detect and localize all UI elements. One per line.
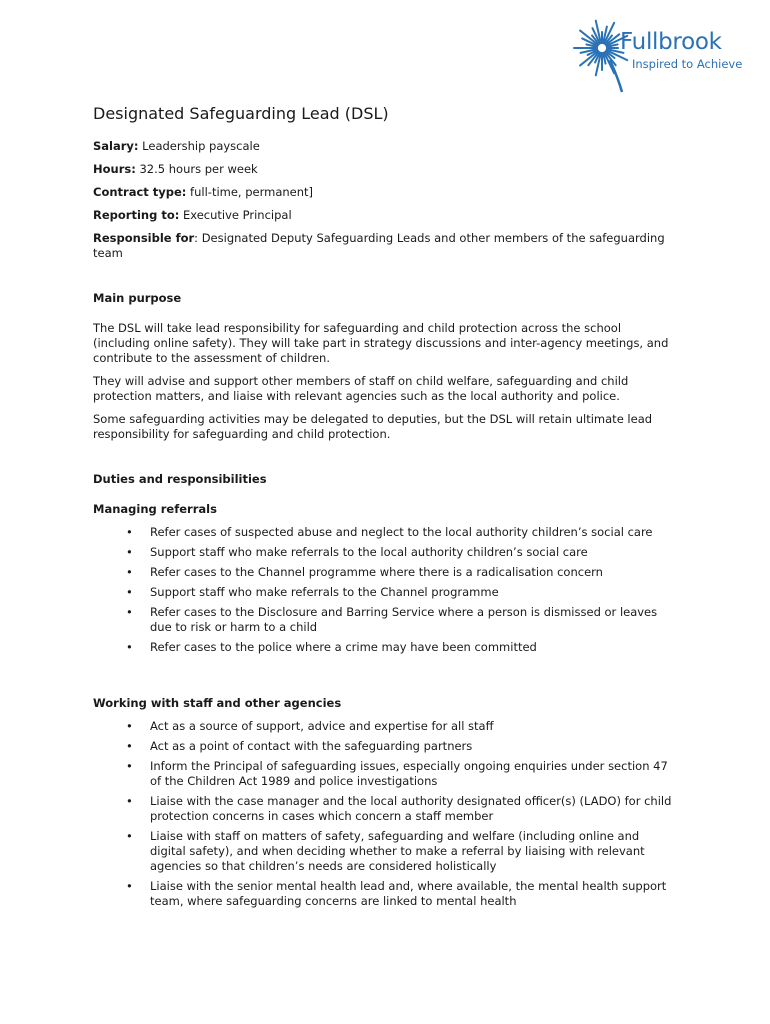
field-value: Executive Principal bbox=[179, 208, 292, 222]
list-item: • Refer cases to the Disclosure and Barring Service where a person is dismissed or leaves due to risk or harm to a child bbox=[93, 605, 673, 635]
list-item: • Refer cases to the police where a crime may have been committed bbox=[93, 640, 673, 655]
field-value: full-time, permanent] bbox=[186, 185, 314, 199]
hours-field bbox=[93, 162, 673, 177]
agencies-list bbox=[93, 719, 673, 909]
reporting-to-field bbox=[93, 208, 673, 223]
list-item: • Act as a source of support, advice and expertise for all staff bbox=[93, 719, 673, 734]
field-label: Responsible for bbox=[93, 231, 195, 245]
main-purpose-heading: Main purpose bbox=[93, 291, 182, 305]
field-value: Leadership payscale bbox=[138, 139, 260, 153]
field-value: 32.5 hours per week bbox=[135, 162, 258, 176]
field-label: Contract type: bbox=[93, 185, 187, 199]
document-title: Designated Safeguarding Lead (DSL) bbox=[93, 104, 389, 123]
starburst-logo-icon bbox=[564, 16, 634, 96]
referrals-list bbox=[93, 525, 673, 655]
list-item: • Liaise with staff on matters of safety, safeguarding and welfare (including online and digital safety), and when deciding whether to make a referral by liaising with relevant agencies so that children’s needs are considered holistically bbox=[93, 829, 673, 874]
field-label: Reporting to: bbox=[93, 208, 180, 222]
contract-type-field bbox=[93, 185, 673, 200]
field-label: Salary: bbox=[93, 139, 139, 153]
list-item: • Refer cases to the Channel programme where there is a radicalisation concern bbox=[93, 565, 673, 580]
logo-brand-name: Fullbrook bbox=[620, 29, 722, 55]
working-with-staff-heading: Working with staff and other agencies bbox=[93, 696, 342, 710]
purpose-paragraph: They will advise and support other members of staff on child welfare, safeguarding and child protection matters, and liaise with relevant agencies such as the local authority and police. bbox=[93, 374, 629, 403]
fullbrook-logo bbox=[564, 16, 744, 96]
purpose-paragraph: Some safeguarding activities may be delegated to deputies, but the DSL will retain ultimate lead responsibility for safeguarding and child protection. bbox=[93, 412, 653, 441]
list-item: • Support staff who make referrals to the local authority children’s social care bbox=[93, 545, 673, 560]
field-label: Hours: bbox=[93, 162, 136, 176]
list-item: • Liaise with the senior mental health lead and, where available, the mental health support team, where safeguarding concerns are linked to mental health bbox=[93, 879, 673, 909]
managing-referrals-heading: Managing referrals bbox=[93, 502, 217, 516]
duties-heading: Duties and responsibilities bbox=[93, 472, 267, 486]
list-item: • Act as a point of contact with the safeguarding partners bbox=[93, 739, 673, 754]
field-value: : Designated Deputy Safeguarding Leads and other members of the safeguarding team bbox=[93, 231, 665, 260]
list-item: • Liaise with the case manager and the local authority designated officer(s) (LADO) for child protection concerns in cases which concern a staff member bbox=[93, 794, 673, 824]
logo-tagline: Inspired to Achieve bbox=[632, 57, 743, 71]
purpose-paragraph: The DSL will take lead responsibility for safeguarding and child protection across the school (including online safety). They will take part in strategy discussions and inter-agency meetings, and contribute to the assessment of children. bbox=[93, 321, 669, 365]
responsible-for-field bbox=[93, 231, 673, 261]
list-item: • Support staff who make referrals to the Channel programme bbox=[93, 585, 673, 600]
salary-field bbox=[93, 139, 673, 154]
job-description-document bbox=[93, 100, 673, 914]
list-item: • Inform the Principal of safeguarding issues, especially ongoing enquiries under section 47 of the Children Act 1989 and police investigations bbox=[93, 759, 673, 789]
list-item: • Refer cases of suspected abuse and neglect to the local authority children’s social care bbox=[93, 525, 673, 540]
